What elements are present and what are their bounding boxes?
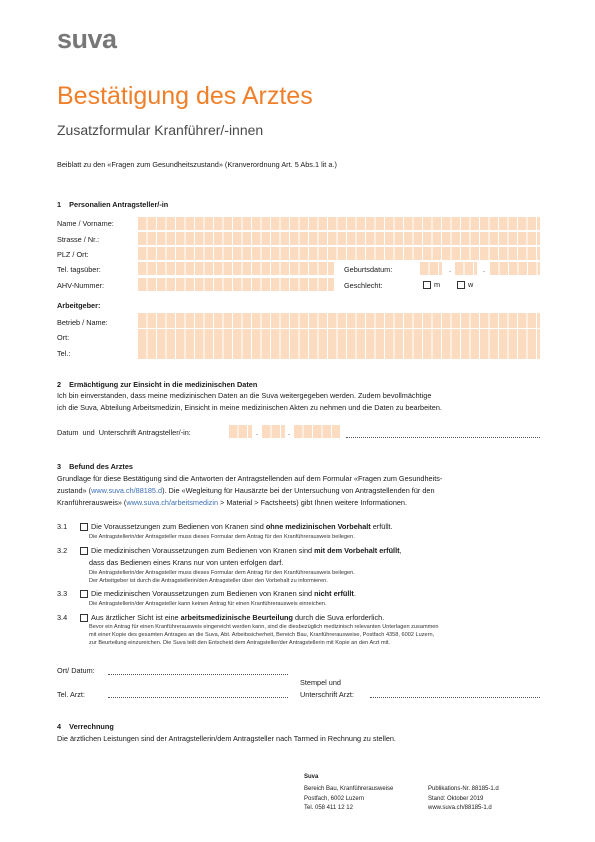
option-text-continued: dass das Bedienen eines Krans nur von unten erfolgen darf.	[89, 558, 284, 567]
zip-city-field[interactable]	[138, 247, 540, 260]
phone-label: Tel. tagsüber:	[57, 265, 101, 274]
option-3-4-checkbox[interactable]	[80, 614, 88, 622]
option-3-3[interactable]	[80, 589, 356, 598]
sign-month-field[interactable]	[262, 425, 285, 438]
option-emphasis: arbeitsmedizinische Beurteilung	[180, 613, 293, 622]
section1-heading: 1 Personalien Antragsteller/-in	[57, 200, 169, 209]
item-number: 3.2	[57, 546, 68, 555]
item-number: 3.4	[57, 613, 68, 622]
suva-logo: suva	[57, 24, 117, 54]
option-emphasis: mit dem Vorbehalt erfüllt	[314, 546, 400, 555]
section3-line-2	[57, 486, 435, 495]
applicant-signature-label: Datum und Unterschrift Antragsteller/-in:	[57, 428, 191, 437]
link-arbeitsmedizin[interactable]: www.suva.ch/arbeitsmedizin	[126, 498, 219, 507]
place-date-line[interactable]	[108, 674, 288, 675]
option-text: Aus ärztlicher Sicht ist eine	[91, 613, 181, 622]
birthdate-label: Geburtsdatum:	[344, 265, 393, 274]
option-note: mit einer Kopie des gesamten Antrages an die Suva, Abt. Arbeitssicherheit, Bereich Bau, Kranführerausweise, Postfach 4358, 6002 Luzern,	[89, 632, 435, 638]
option-text-end: .	[353, 589, 356, 598]
male-checkbox[interactable]	[423, 281, 431, 289]
sign-dot-2: .	[288, 428, 291, 437]
company-label: Betrieb / Name:	[57, 318, 108, 327]
section4-heading: 4 Verrechnung	[57, 722, 114, 731]
tel-doctor-label: Tel. Arzt:	[57, 690, 85, 699]
male-label: m	[434, 280, 441, 289]
footer-url[interactable]: www.suva.ch/88185-1.d	[428, 805, 492, 811]
section4-text: Die ärztlichen Leistungen sind der Antragstellerin/dem Antragsteller nach Tarmed in Rechnung zu stellen.	[57, 734, 396, 743]
employer-place-field[interactable]	[138, 329, 540, 344]
tel-doctor-line[interactable]	[108, 697, 288, 698]
ahv-field[interactable]	[138, 278, 334, 291]
phone-field[interactable]	[138, 262, 334, 275]
option-note: zur Beurteilung einzureichen. Die Suva teilt den Entscheid dem Antragsteller/der Antragstellerin mit Kopie an den Arzt mit.	[89, 640, 390, 646]
doctor-signature-line[interactable]	[370, 697, 540, 698]
birth-month-field[interactable]	[455, 262, 477, 275]
page-subtitle: Zusatzformular Kranführer/-innen	[57, 122, 264, 138]
birth-dot-2: .	[483, 265, 486, 274]
option-note: Die Antragstellerin/der Antragsteller muss dieses Formular dem Antrag für den Kranführerausweis beilegen.	[89, 570, 355, 576]
option-text-end: erfüllt.	[370, 522, 393, 531]
section3-line-3	[57, 498, 407, 507]
section3-heading: 3 Befund des Arztes	[57, 462, 133, 471]
option-3-1[interactable]	[80, 522, 393, 531]
option-note: Die Antragstellerin/der Antragsteller muss dieses Formular dem Antrag für den Kranführerausweis beilegen.	[89, 534, 355, 540]
sign-day-field[interactable]	[229, 425, 252, 438]
footer-company: Suva	[304, 774, 319, 780]
sign-dot-1: .	[256, 428, 259, 437]
female-checkbox[interactable]	[457, 281, 465, 289]
link-form-88185[interactable]: www.suva.ch/88185.d	[91, 486, 163, 495]
option-text: Die medizinischen Voraussetzungen zum Bedienen von Kranen sind	[91, 546, 315, 555]
sex-label: Geschlecht:	[344, 281, 383, 290]
intro-text: Beiblatt zu den «Fragen zum Gesundheitszustand» (Kranverordnung Art. 5 Abs.1 lit a.)	[57, 160, 337, 169]
option-note: Bevor ein Antrag für einen Kranführerausweis eingereicht werden kann, sind die diesbezüglich medizinisch relevanten Unterlagen zusammen	[89, 624, 439, 630]
option-text: Die Voraussetzungen zum Bedienen von Kranen sind	[91, 522, 266, 531]
name-field[interactable]	[138, 217, 540, 230]
section2-text-2: ich die Suva, Abteilung Arbeitsmedizin, Einsicht in meine medizinischen Akten zu nehmen und die Daten zu bearbeiten.	[57, 403, 442, 412]
option-note: Die Antragstellerin/der Antragsteller kann keinen Antrag für einen Kranführerausweis einreichen.	[89, 601, 327, 607]
option-3-2[interactable]	[80, 546, 402, 555]
footer-pub-number: Publikations-Nr. 88185-1.d	[428, 786, 499, 792]
street-field[interactable]	[138, 232, 540, 245]
option-emphasis: ohne medizinischen Vorbehalt	[265, 522, 371, 531]
birth-year-field[interactable]	[490, 262, 540, 275]
item-number: 3.3	[57, 589, 68, 598]
street-label: Strasse / Nr.:	[57, 235, 100, 244]
option-note: Der Arbeitgeber ist durch die Antragstellerin/den Antragsteller über den Vorbehalt zu informieren.	[89, 578, 328, 584]
section3-line-1: Grundlage für diese Bestätigung sind die Antworten der Antragstellenden auf dem Formular «Fragen zum Gesundheits-	[57, 474, 443, 483]
option-text-end: durch die Suva erforderlich.	[292, 613, 385, 622]
birth-day-field[interactable]	[420, 262, 442, 275]
footer-address	[304, 785, 393, 814]
footer-phone: Tel. 058 411 12 12	[304, 805, 353, 811]
line3-prefix: Kranführerausweis» (	[57, 498, 127, 507]
line2-suffix: ). Die «Wegleitung für Hausärzte bei der Untersuchung von Antragstellenden für den	[162, 486, 435, 495]
option-3-3-checkbox[interactable]	[80, 590, 88, 598]
section2-text-1: Ich bin einverstanden, dass meine medizinischen Daten an die Suva weitergegeben werden. Zudem bevollmächtige	[57, 391, 432, 400]
item-number: 3.1	[57, 522, 68, 531]
place-date-label: Ort/ Datum:	[57, 666, 95, 675]
birth-dot-1: .	[449, 265, 452, 274]
sex-female-option[interactable]	[457, 280, 473, 289]
employer-heading: Arbeitgeber:	[57, 301, 101, 310]
option-3-1-checkbox[interactable]	[80, 523, 88, 531]
option-3-2-checkbox[interactable]	[80, 547, 88, 555]
option-text: Die medizinischen Voraussetzungen zum Bedienen von Kranen sind	[91, 589, 315, 598]
employer-tel-label: Tel.:	[57, 349, 71, 358]
name-label: Name / Vorname:	[57, 219, 114, 228]
option-text-end: ,	[399, 546, 402, 555]
footer-status: Stand: Oktober 2019	[428, 795, 484, 802]
sign-year-field[interactable]	[294, 425, 340, 438]
line3-suffix: > Material > Factsheets) gibt Ihnen weitere Informationen.	[218, 498, 408, 507]
company-field[interactable]	[138, 313, 540, 328]
footer-postbox: Postfach, 6002 Luzern	[304, 795, 365, 802]
applicant-signature-line[interactable]	[346, 437, 540, 438]
line2-prefix: zustand» (	[57, 486, 92, 495]
zip-label: PLZ / Ort:	[57, 250, 89, 259]
ahv-label: AHV-Nummer:	[57, 281, 105, 290]
sex-male-option[interactable]	[423, 280, 440, 289]
stamp-label: Stempel und	[300, 678, 341, 687]
doctor-signature-label: Unterschrift Arzt:	[300, 690, 354, 699]
female-label: w	[468, 280, 474, 289]
footer-dept: Bereich Bau, Kranführerausweise	[304, 786, 394, 792]
footer-publication	[428, 785, 499, 814]
employer-tel-field[interactable]	[138, 344, 540, 359]
section2-heading: 2 Ermächtigung zur Einsicht in die medizinischen Daten	[57, 380, 258, 389]
page-title: Bestätigung des Arztes	[57, 82, 313, 110]
employer-place-label: Ort:	[57, 333, 70, 342]
option-emphasis: nicht erfüllt	[314, 589, 354, 598]
option-3-4[interactable]	[80, 613, 384, 622]
